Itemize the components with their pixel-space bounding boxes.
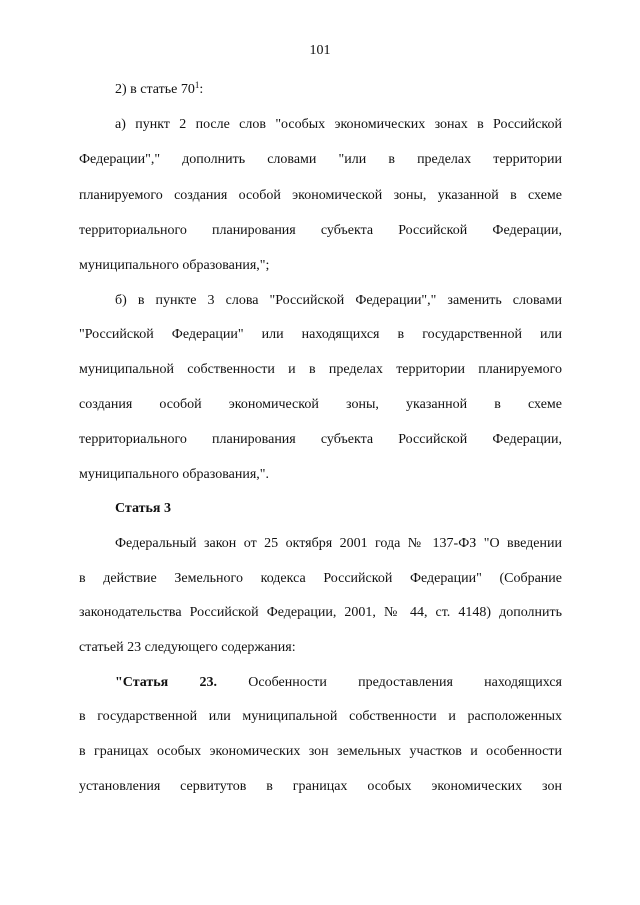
article-3-line-2: в действие Земельного кодекса Российской Федерации" (Собрание (79, 571, 562, 586)
paragraph-a-line-3: планируемого создания особой экономической зоны, указанной в схеме (79, 188, 562, 203)
paragraph-b-line-4: создания особой экономической зоны, указанной в схеме (79, 397, 562, 412)
paragraph-a-line-5: муниципального образования,"; (79, 258, 270, 273)
paragraph-b-line-3: муниципальной собственности и в пределах территории планируемого (79, 362, 562, 377)
page-number: 101 (309, 43, 331, 58)
new-article-23-line-2: в государственной или муниципальной собственности и расположенных (79, 709, 562, 724)
paragraph-a-line-2: Федерации"," дополнить словами "или в пределах территории (79, 152, 562, 167)
article-3-heading: Статья 3 (115, 501, 171, 516)
paragraph-a-line-1: а) пункт 2 после слов "особых экономических зонах в Российской (115, 117, 562, 132)
paragraph-b-line-6: муниципального образования,". (79, 467, 269, 482)
article-3-line-4: статьей 23 следующего содержания: (79, 640, 296, 655)
item-2-superscript: 1 (194, 80, 200, 90)
article-3-line-3: законодательства Российской Федерации, 2001, № 44, ст. 4148) дополнить (79, 605, 562, 620)
paragraph-b-line-5: территориального планирования субъекта Российской Федерации, (79, 432, 562, 447)
item-2-text: 2) в статье 70 (115, 82, 195, 97)
paragraph-b-line-2: "Российской Федерации" или находящихся в государственной или (79, 327, 562, 342)
new-article-23-title-text: Особенности предоставления находящихся (248, 675, 562, 690)
paragraph-a-line-4: территориального планирования субъекта Российской Федерации, (79, 223, 562, 238)
new-article-23-line-4: установления сервитутов в границах особых экономических зон (79, 779, 562, 794)
item-2-heading (115, 80, 562, 100)
item-2-colon: : (199, 82, 204, 97)
article-3-line-1: Федеральный закон от 25 октября 2001 года № 137-ФЗ "О введении (115, 536, 562, 551)
new-article-23-line-3: в границах особых экономических зон земельных участков и особенности (79, 744, 562, 759)
new-article-23-number: "Статья 23. (115, 675, 217, 690)
new-article-23-title (115, 673, 562, 693)
paragraph-b-line-1: б) в пункте 3 слова "Российской Федерации"," заменить словами (115, 293, 562, 308)
